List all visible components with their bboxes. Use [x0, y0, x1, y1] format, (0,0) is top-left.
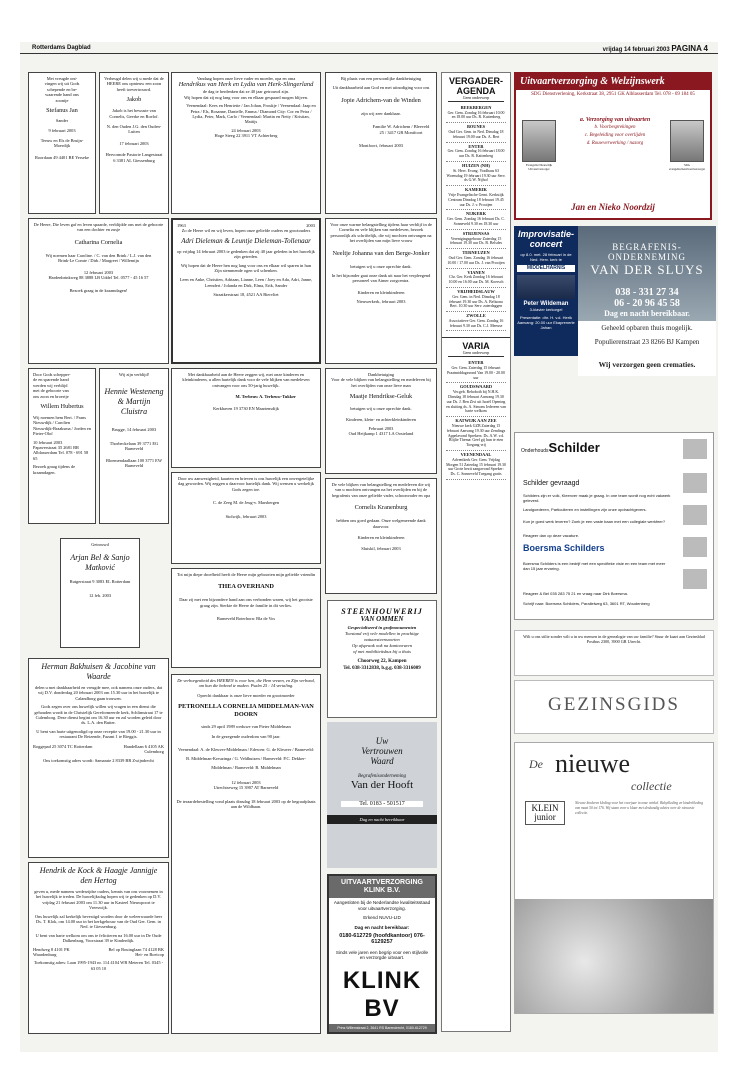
varia-item-heading: KATWIJK AAN ZEE [455, 418, 497, 424]
house-image [683, 505, 707, 525]
agenda-item-text: Associatieve Ger. Gem. Zondag 16 februari 9.30 uur Ds. C.J. Meeuse [448, 318, 504, 328]
children-photo [515, 899, 713, 1013]
anniversary-dieleman: 1963 2003 Zo de Heere wil en wij leven, hopen onze geliefde ouders en grootouders Adri Dieleman & Leuntje Dieleman-Tollenaar op vrijdag 14 februari 2003 te gedenken dat zij 40 jaar geleden in het huwelijk zijn getreden. Wij hopen dat de Heere hen nog lang voor ons en elkaar wil sparen in hun Zijn stemmende ogen wil schenken. Leen en Anke, Christien, Adriaan, Lianne, Leen / Joey en Ada, Adri, Janne, Leendert / Jolanda en Dirk, Elma, Erik, Sander Straatkerstraat 18, 4521 AA Biervliet [171, 218, 321, 364]
varia-item [446, 359, 506, 383]
agenda-item-text: Verenigingsgebouw Zaterdag 15 februari 19.30 uur Ds. B. Belsdes [449, 236, 503, 246]
wedding-de-kock: Hendrik de Kock & Haagje Jannigje den Hertog geven u, mede namens wederzijdse ouders, kennis van ons voornemen in het huwelijk te treden. De huwelijksdag hopen wij te gedenken op D.V. vrijdag 21 februari 2003 om 11.30 uur in Kasteel Nieuwpoort te Vreeswijk. Ons huwelijk zal kerkelijk bevestigd worden door de weleerwaarde heer Ds. T. Klok, om 14.00 uur in het kerkgebouw van de Oud Ger. Gem. in Ned. te Giessenburg. U bent van harte welkom om ons te feliciteren na 16.00 uur in De Oude Dalkenburg, Voorstraat 39 te Kinderdijk. Hendweg 8 4101 PK Waardenburg Bel op Bouinglaan 74 4128 BK Hei- en Boeicop Toekomstig adres: Laan 1995-1943 nr. 114 4104 WB Meteren Tel. 0345 - 63 05 10 [28, 862, 169, 1034]
varia-item-heading: GOUDSWAARD [459, 384, 493, 390]
agenda-item [446, 104, 506, 123]
ad-van-der-sluys: BEGRAFENIS-ONDERNEMING VAN DER SLUYS 038 - 331 27 34 06 - 20 96 45 58 Dag en nacht bereikbaar. Geheeld opbaren thuis mogelijk. Populierenstraat 23 8266 BJ Kampen Wij verzorgen geen crematies. [578, 226, 716, 376]
thanks-hendrikse: Dankbetuiging Voor de vele blijken van belangstelling en medeleven bij het overlijden van onze lieve man Maatje Hendrikse-Geluk betuigen wij u onze oprechte dank. Kinderen, klein- en achterkleinkinderen Februari 2003 Oud Heijkamp 1 4317 LA Oosteland [325, 368, 437, 474]
agenda-item [446, 143, 506, 162]
engagement-westeneng: Wij zijn verblijd! Hennie Westeneng & Martijn Cluistra Brugge, 14 februari 2003 Thorbeckelaan 39 3771 EG Barneveld Bloemendaallaan 100 3771 EW Barneveld [99, 368, 169, 524]
varia-item-heading: VEENENDAAL [460, 452, 492, 458]
agenda-item [446, 249, 506, 268]
birth-notice-stefanus: Met vreugde ont- vingen wij uit Gods schepende en be- waarende hand ons zoontje Stefanus Jan Sander 9 februari 2003 Teeuw en Els de Bruijn-Moerdijk Roordaan 49 4401 BE Yerseke [28, 72, 96, 214]
house-image [683, 439, 707, 459]
agenda-item [446, 269, 506, 288]
varia-item [446, 383, 506, 417]
agenda-item-heading: ENTER [468, 143, 484, 149]
ad-klink-bv: UITVAARTVERZORGING KLINK B.V. Aangesloten bij de Nederlandse kwaliteitsstaad voor uitvaartverzorging. Erkend NUVU-LID Dag en nacht bereikbaar: 0180-612729 (hoofdkantoor) 076-6129257 Sinds vele jaren een begrip voor een stijlvolle en verzorgde uitvaart. KLINK BV Prins Willemstraat 2, 3641 RS Barendrecht, 0180-612729 [327, 874, 437, 1034]
varia-item [446, 451, 506, 480]
klein-junior-logo: KLEIN junior [525, 801, 565, 825]
anniversary-van-herk: Vandaag hopen onze lieve vader en moeder, opa en oma Hendrikus van Herk en Lydia van Herk-Slingerland de dag te herdenken dat ze 40 jaar getrouwd zijn. Wij hopen dat zij nog lang voor ons en elkaar gespaard mogen blijven. Veenendaal: Kees en Henriette / Jan Johan, Froukje / Veenendaal: Jaap en Petra / Els, Rosanne, Danielle, Emma / Diamond City: Cor en Petra / Lydia, Peter, Mark, Carlo / Veenendaal: Martin en Netty / Kristian, Mattijs 24 februari 2003 Hoge Steeg 22 3911 VT Achterberg [171, 72, 321, 214]
agenda-item-text: Ger. Gem. Zondag 16 februari 18.00 uur Ds. R. Kattenberg [447, 149, 505, 159]
agenda-item [446, 312, 506, 331]
thanks-de-zeeg: Door uw aanwezigheid, kaarten en brieven is ons huwelijk een onvergetelijke dag geworden. Wij zeggen u daarvoor hartelijk dank. Wij wensen u werkelijk Gods zegen toe. C. de Zeeg M. de Jeug-v. Marsbergen Stolwijk, februari 2003 [171, 472, 321, 564]
wedding-bakhuisen: Herman Bakhuisen & Jacobine van Waarde delen u met dankbaarheid en vreugde mee, ook namens onze ouders, dat wij D.V. donderdag 20 februari 2003 om 15.30 uur in het huwelijk te Calandborg gaan trouwen. Gods zegen over ons huwelijk willen wij vragen in een dienst die gehouden wordt in de Christelijk Gereformeerde kerk, Schlimstraat 17 te Culemborg. Deze dienst begint om 16.30 uur en zal worden geleid door ds. L.A. den Butter. U bent van harte uitgenodigd op onze receptie van 19.00 - 21.30 uur in restaurant De Reizende, Fazant 1 te Rieggis. Roggepad 25 3074 TC Rotterdam Handellaan 6 4105 AK Culemborg Ons toekomstig adres wordt: Samarate 2 8339 BR Zwijndrecht [28, 658, 169, 858]
newspaper-page [20, 42, 718, 1052]
agenda-item [446, 162, 506, 186]
agenda-item [446, 186, 506, 210]
house-image [683, 537, 707, 557]
varia-items [442, 359, 510, 480]
agenda-item-text: Oud Ger. Gem. in Ned. Dinsdag 18 februari 19.00 uur Ds. A. Bert [448, 129, 504, 139]
agenda-item-heading: NIJKERK [465, 211, 486, 217]
schilder-logo: OnderhoudsSchilder [521, 440, 600, 455]
birth-notice-catharina: De Heere, Die leven gaf en leven spaarde, verblijdde ons met de geboorte van een dochter en zusje Catharina Cornelia Wij noemen haar Caroline. / C. van den Brink / L.J. van den Brink-Le Comte / Dirk / Margreet / Willemijn 12 februari 2003 Hardenbrinkweg 88 3888 LB Uddel Tel. 0577 - 45 16 57 Bezoek graag in de kraamdagen! [28, 218, 169, 364]
varia-item [446, 417, 506, 451]
agenda-item [446, 210, 506, 229]
house-image [683, 569, 707, 589]
birth-notice-willem: Door Gods schepper- de en sparende hand werden wij verblijd met de geboorte van ons zoon en broertje Willem Hubertus Wij noemen hem Bert. / Frans Nieuwdijk / Carolien Nieuwdijk-Braaksma / Jorden en Pieter-Olof 10 februari 2003 Papaverstraat 35 2681 BR Alblasserdam Tel. 078 - 691 58 65 Bezoek graag tijdens de kraamdagen. [28, 368, 96, 524]
organ-photo [517, 275, 575, 299]
agenda-item-heading: VRIJHEIDSLAUW [457, 288, 495, 294]
ad-uitvaartverzorging-noordzij: Uitvaartverzorging & Welzijnswerk SDG Dienstverlening, Kerkstraat 38, 2951 GK Alblasserdam Tel. 078 - 69 184 05 Evangelist Nieuwdijk Uitvaartverzorger SDG evangelischeuitvaartverzorger a. Verzorging van uitvaarten b. Voorbesprekingen c. Begeleiding voor overlijden d. Rouwverwerking / nazorg Jan en Nieko Noordzij [514, 72, 712, 220]
agenda-item [446, 288, 506, 312]
ad-van-der-hooft: Uw Vertrouwen Waard Begrafenisonderneming Van der Hooft Tel. 0183 - 501517 Dag en nacht bereikbaar [327, 722, 437, 868]
photo-portrait-left [522, 120, 556, 162]
varia-item-text: Ger. Gem. Zaterdag 15 februari Praatmiddagavond Van 19.00 - 20.00 uur [447, 366, 505, 380]
varia-title: VARIA [442, 337, 510, 351]
agenda-item-text: Vrije Evangelische Gemt. Kerkstijk Centrum Dinsdag 18 februari 19.45 uur Ds. J. v. Prooijen [448, 192, 504, 207]
ad-improvisatie-concert: Improvisatie-concert op 8.0. met. 28 februari in de Ned. Herv. kerk te MIDDELHARNIS Peter Wildeman 3-klavier kerkorgel Presentatie: dhr. H. v.d. Herik Aanvang: 20.00 uur Ekaprenerle Jahan [514, 226, 578, 356]
birth-notice-jakob: Verheugd delen wij u mede dat de HEERE ons opnieuw een zoon heeft toevertrouwd. Jakob Jakob is het bewuste van Cornelis, Geerke en Roelof. N. den Ouden J.G. den Ouden-Luiten 17 februari 2003 Hervormde Pastorie Langestraat 6 3381 AL Giessenburg [99, 72, 169, 214]
agenda-item-text: Oud Ger. Gem. Zondag 16 februari 10.00 / 17.00 uur Ds. J. van Prooijen [447, 255, 505, 265]
agenda-item-text: St. Herv. Evang. Vosdhaas 63 Woensdag 19 februari 19.30 uur Serv. ds G.W. Nijhof [446, 168, 506, 183]
agenda-item-text: Ger. Gem. in Ned. Dinsdag 18 februari 19.30 uur Ds. A. Belisona Bert. 10.30 uur Serv. zaterdaggen [449, 294, 503, 309]
thanks-van-den-berge: Voor onze warme belangstelling tijdens haar verblijf in de Cornelia en vele blijken van medeleven, bezoek persoonlijk als schriftelijk, die wij mochten ontvangen na het overlijden van mijn lieve vrouw Neeltje Johanna van den Berge-Jonker betuigen wij u onze oprechte dank. In het bijzonder gaat onze dank uit naar het verpleegend personeel van Aimer zorgcentra. Kinderen en kleinkinderen Nieuwerkerk, februari 2003 [325, 218, 437, 364]
ad-boersma-schilders: OnderhoudsSchilder Schilder gevraagd Schilders zijn er volk, Kleenver maak je graag. In one team wordt nog echt vakwerk geleverd. Landgoederen, Particulieren en instellingen zijn onze opdrachtgevers. Kun je goed werk leveren? Zoek je een vaste baan met een collegiale werkfeer? Reageer dan op deze vacature. Boersma Schilders Boersma Schilders is een bedrijf met een specifieke visie en een team met meer dan 15 jaar ervaring. Reageer & Bel 035 283 75 21 en vraag naar Dirk Boersma. Schrijf naar: Boersma Schilders, Parallelweg 63, 3601 RT, Woudenberg [514, 432, 714, 620]
thanks-adrichem: Bij plaats van een persoonlijke dankbetuiging Uit dankbaarheid aan God en met uitnodiging voor ons Jopie Adrichem-van de Winden zijn wij zeer dankbaar. Familie W. Adrichem / Bleeveld 25 / 3417 GR Montfoort Montfoort, februari 2003 [325, 72, 437, 214]
photo-portrait-right [670, 120, 704, 162]
agenda-item-heading: VIANEN [467, 269, 485, 275]
agenda-item-text: Ger. Gem. Zondag 16 februari 10.00 en 18.00 uur Ds. R. Kattenberg [447, 110, 505, 120]
newspaper-name: Rotterdams Dagblad [32, 45, 91, 51]
death-thea-overhand: Tot mijn diepe droefheid heeft de Heere mijn geboorten mijn geliefde vriendin THEA OVERHAND Daar zij met een bijzondere hand aan ons verbonden waren, wij het grootste graag zijn. Sterkte de Heere de familie in dit verlies. Barneveld Boterhorn: Bla de Vos [171, 568, 321, 668]
agenda-item [446, 123, 506, 142]
ad-klein-junior-collectie: De nieuwe collectie KLEIN junior Nieuwe kinderen kleding voor het voorjaar in onze winkel. Babykleding en kinderkleding van maat 50 tot 176. Wij staan voor u klaar met deskundig advies over de nieuwste collectie. [514, 742, 714, 1014]
varia-item-text: Adventkerk Ger. Gem. Vrijdag Morgen 51 Zaterdag 15 februari 19.30 uur Grote bezit zangavond Spreker: Ds. C. Sonneveld Toegang gratis [446, 457, 506, 477]
agenda-item-heading: ZWOLLE [466, 313, 486, 319]
agenda-item-heading: HUIZEN (NH) [462, 162, 490, 168]
agenda-item-heading: BEEKBERGEN [460, 104, 492, 110]
varia-item-text: Nieuwe kerk GZB Zaterdag 15 februari Aanvang 19.30 uur Zendings Appelavond Sprekers: Ds. A.W. v.d. Blijlie Thema: Geef gij hun te eten Toegang vrij [446, 424, 506, 448]
agenda-item-text: Chr. Ger. Kerk Zondag 16 februari 10.00 en 16.00 uur Ds. M. Koersch [448, 275, 504, 285]
death-middelman: De verborgenheid des HEEREN is voor hen, die Hem vrezen, en Zijn verbond, om hun die bekend te maken. Psalm 25 : 14 vertaling. Oprecht dankbaar is onze lieve moeder en grootmoeder PETRONELLA CORNELIA MIDDELMAN-VAN DOORN sinds 29 april 1989 weduwe van Pieter Middelman In de gezegende ouderdom van 90 jaar. Veenendaal: A. de Kleuver-Middelman / Edewen: G. de Kleuver / Barneveld: B. Middelman-Kreuzinga / G. Veldhuizen / Barneveld: P.C. Dekker-Middelman / Barneveld: B. Middelman 12 februari 2003 Utrechtseweg 15 3907 AT Barneveld De teraardebestelling vond plaats dinsdag 18 februari 2003 op de begraafplaats aan de Wildbaan. [171, 674, 321, 1034]
varia-item-text: Ver.geb. Rehoboth bij N.H.K. Dinsdag 18 februari Aanvang 19.30 uur Ds. J. Ben Zivi uit Israël Opening en sluiting ds. A. Simons Iedereen van harte welkom [446, 390, 506, 414]
agenda-item-heading: STRIJENSAS [462, 230, 490, 236]
house-image [683, 473, 707, 493]
agenda-item-heading: KAMERIK [465, 187, 487, 193]
ad-gezinsgids: GEZINSGIDS [514, 680, 714, 734]
agenda-items [442, 104, 510, 332]
varia-item-heading: ENTER [468, 360, 484, 366]
agenda-item-text: Ger. Gem. Zondag 16 februari Ds. C. Sonneveld 9.30 en 18.30 uur [447, 217, 505, 226]
thanks-terbeuw: Met dankbaarheid aan de Heere zeggen wij, met onze kinderen en kleinkinderen, u allen hartelijk dank voor de vele blijken van medeleven ontvangen voor ons 50-jarig huwelijk. M. Terbeuw A. Terbeuw-Tukker Kerkhaven 19 3730 EN Maartensdijk [171, 368, 321, 468]
agenda-title: VERGADER-AGENDA [448, 76, 503, 96]
page-header [20, 42, 718, 54]
vergader-agenda: VERGADER-AGENDA Geen onderwerp BEEKBERGEN Ger. Gem. Zondag 16 februari 10.00 en 18.00 uur Ds. R. Kattenberg BOUNES Oud Ger. Gem. in Ned. Dinsdag 18 februari 19.00 uur Ds. A. Bert ENTER Ger. Gem. Zondag 16 februari 18.00 uur Ds. R. Kattenberg HUIZEN (NH) St. Herv. Evang. Vosdhaas 63 Woensdag 19 februari 19.30 uur Serv. ds G.W. Nijhof KAMERIK Vrije Evangelische Gemt. Kerkstijk Centrum Dinsdag 18 februari 19.45 uur Ds. J. v. Prooijen NIJKERK Ger. Gem. Zondag 16 februari Ds. C. Sonneveld 9.30 en 18.30 uur STRIJENSAS Verenigingsgebouw Zaterdag 15 februari 19.30 uur Ds. B. Belsdes TERNEUZEN Oud Ger. Gem. Zondag 16 februari 10.00 / 17.00 uur Ds. J. van Prooijen VIANEN Chr. Ger. Kerk Zondag 16 februari 10.00 en 16.00 uur Ds. M. Koersch VRIJHEIDSLAUW Ger. Gem. in Ned. Dinsdag 18 februari 19.30 uur Ds. A. Belisona Bert. 10.30 uur Serv. zaterdaggen ZWOLLE Associatieve Ger. Gem. Zondag 16 februari 9.30 uur Ds. C.J. Meeuse VARIA Geen onderwerp ENTER Ger. Gem. Zaterdag 15 februari Praatmiddagavond Van 19.00 - 20.00 uur GOUDSWAARD Ver.geb. Rehoboth bij N.H.K. Dinsdag 18 februari Aanvang 19.30 uur Ds. J. Ben Zivi uit Israël Opening en sluiting ds. A. Simons Iedereen van harte welkom KATWIJK AAN ZEE Nieuwe kerk GZB Zaterdag 15 februari Aanvang 19.30 uur Zendings Appelavond Sprekers: Ds. A.W. v.d. Blijlie Thema: Geef gij hun te eten Toegang vrij VEENENDAAL Adventkerk Ger. Gem. Vrijdag Morgen 51 Zaterdag 15 februari 19.30 uur Grote bezit zangavond Spreker: Ds. C. Sonneveld Toegang gratis [441, 72, 511, 1032]
wedding-bel-matkovic: Getrouwd Arjan Bel & Sanjo Matković Rutgerstraat 9 3083 EL Rotterdam 12 feb. 2003 [60, 538, 140, 648]
agenda-item-heading: TERNEUZEN [462, 250, 490, 256]
agenda-item-heading: BOUNES [466, 124, 486, 130]
thanks-kranenburg: De vele blijken van belangstelling en medeleven die wij van u mochten ontvangen na het overlijden en bij de begrafenis van onze geliefde vader, schoonvader en opa Cornelis Kranenburg hebben ons goed gedaan. Onze welgemeende dank daarvoor. Kinderen en kleinkinderen Sluiskil, februari 2003 [325, 478, 437, 594]
agenda-item [446, 230, 506, 249]
ad-stamboom: Wilt u ons stilte zonder wilt u in uw mensen in de genealogie van uw familie? Stuur de kaart aan Gezinsblad Postbus 2300, 3900 GR Utrecht. [514, 630, 714, 676]
page-date: vrijdag 14 februari 2003 PAGINA 4 [602, 44, 708, 53]
ad-steenhouwerij-van-ommen: STEENHOUWERIJ VAN OMMEN Gespecialiseerd in grafmonumenten Toestand vrij vele modellen in prachtige natuursteensoorten Op afspraak ook na kantooruren of met mobiliteitsbus bij u thuis Choorweg 22, Kampen Tel. 038-3312838, b.g.g. 038-3316009 [327, 600, 437, 718]
